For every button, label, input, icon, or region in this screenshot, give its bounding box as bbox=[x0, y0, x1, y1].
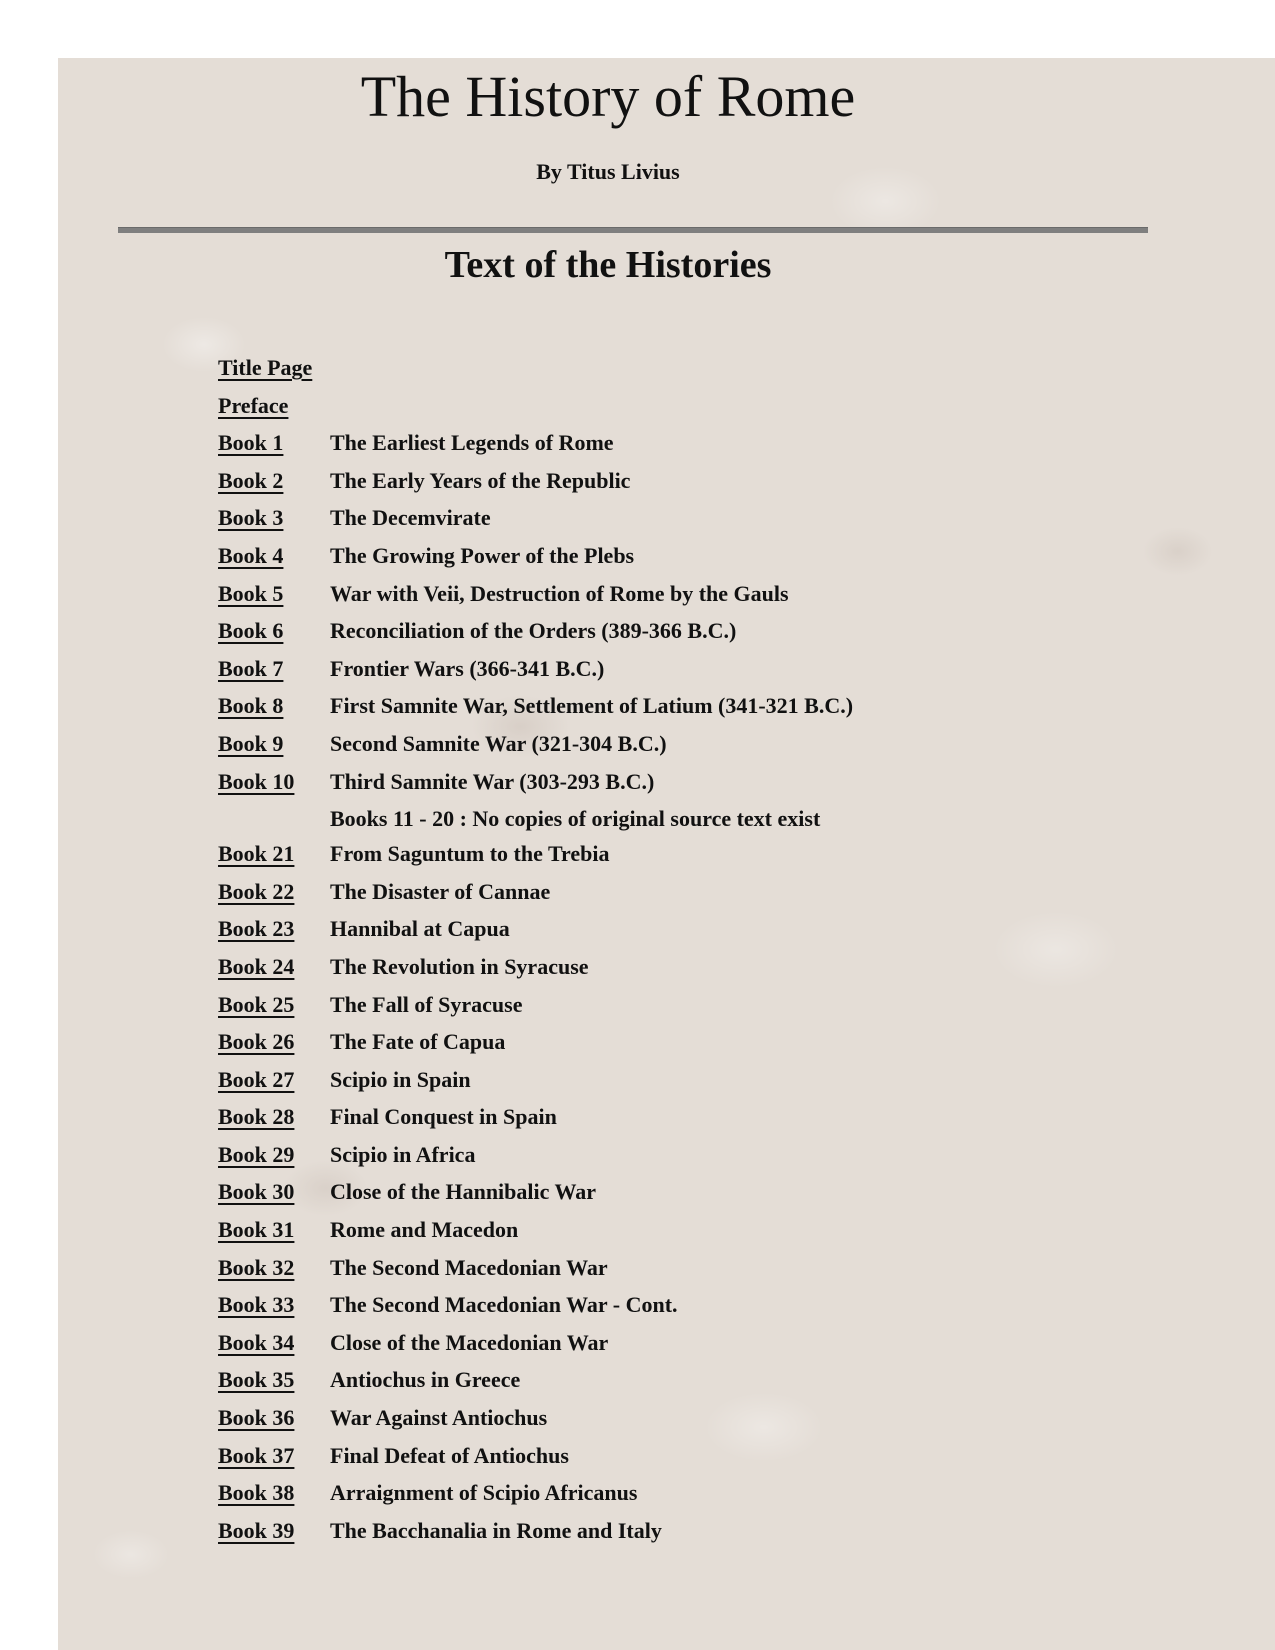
toc-link[interactable]: Book 33 bbox=[218, 1292, 295, 1318]
toc-row bbox=[218, 841, 1118, 879]
toc-row bbox=[218, 1292, 1118, 1330]
toc-row bbox=[218, 1255, 1118, 1293]
toc-row bbox=[218, 916, 1118, 954]
toc-description: The Second Macedonian War bbox=[330, 1254, 608, 1280]
toc-row bbox=[218, 468, 1118, 506]
table-of-contents bbox=[218, 355, 1118, 1555]
toc-description: Final Defeat of Antiochus bbox=[330, 1442, 569, 1468]
toc-link[interactable]: Book 22 bbox=[218, 878, 295, 904]
toc-row bbox=[218, 505, 1118, 543]
toc-row bbox=[218, 581, 1118, 619]
toc-note-text: Books 11 - 20 : No copies of original source text exist bbox=[330, 806, 821, 832]
toc-link[interactable]: Book 27 bbox=[218, 1066, 295, 1092]
toc-row bbox=[218, 1330, 1118, 1368]
toc-link[interactable]: Book 25 bbox=[218, 991, 295, 1017]
toc-link[interactable]: Book 3 bbox=[218, 505, 284, 531]
toc-row bbox=[218, 618, 1118, 656]
toc-row bbox=[218, 355, 1118, 393]
toc-link[interactable]: Book 37 bbox=[218, 1442, 295, 1468]
toc-description: Third Samnite War (303-293 B.C.) bbox=[330, 768, 655, 794]
toc-link[interactable]: Book 38 bbox=[218, 1480, 295, 1506]
toc-description: From Saguntum to the Trebia bbox=[330, 841, 610, 867]
toc-row bbox=[218, 992, 1118, 1030]
page-content bbox=[58, 58, 1275, 1650]
toc-row bbox=[218, 1179, 1118, 1217]
toc-description: War with Veii, Destruction of Rome by the Gauls bbox=[330, 580, 789, 606]
toc-row bbox=[218, 1480, 1118, 1518]
toc-row bbox=[218, 1029, 1118, 1067]
toc-description: Final Conquest in Spain bbox=[330, 1104, 557, 1130]
toc-row bbox=[218, 1367, 1118, 1405]
toc-row bbox=[218, 1142, 1118, 1180]
toc-link[interactable]: Book 9 bbox=[218, 730, 284, 756]
toc-description: First Samnite War, Settlement of Latium (341-321 B.C.) bbox=[330, 693, 854, 719]
toc-row bbox=[218, 1518, 1118, 1556]
toc-link[interactable]: Book 6 bbox=[218, 618, 284, 644]
toc-note-row bbox=[218, 806, 1118, 841]
toc-description: The Fall of Syracuse bbox=[330, 991, 523, 1017]
toc-row bbox=[218, 1217, 1118, 1255]
toc-link[interactable]: Book 2 bbox=[218, 467, 284, 493]
toc-row bbox=[218, 693, 1118, 731]
toc-description: Second Samnite War (321-304 B.C.) bbox=[330, 730, 667, 756]
page-title: The History of Rome bbox=[360, 64, 856, 129]
toc-link[interactable]: Book 28 bbox=[218, 1104, 295, 1130]
toc-row bbox=[218, 1104, 1118, 1142]
toc-description: The Fate of Capua bbox=[330, 1029, 506, 1055]
toc-description: Close of the Macedonian War bbox=[330, 1329, 609, 1355]
toc-description: Scipio in Africa bbox=[330, 1141, 476, 1167]
toc-link[interactable]: Book 36 bbox=[218, 1405, 295, 1431]
toc-row bbox=[218, 1067, 1118, 1105]
toc-link[interactable]: Book 4 bbox=[218, 542, 284, 568]
toc-link[interactable]: Book 34 bbox=[218, 1329, 295, 1355]
toc-description: Antiochus in Greece bbox=[330, 1367, 521, 1393]
toc-row bbox=[218, 430, 1118, 468]
toc-row bbox=[218, 1405, 1118, 1443]
toc-link[interactable]: Book 29 bbox=[218, 1141, 295, 1167]
toc-description: Reconciliation of the Orders (389-366 B.C.) bbox=[330, 618, 737, 644]
section-title: Text of the Histories bbox=[444, 244, 772, 286]
horizontal-rule bbox=[118, 227, 1148, 233]
toc-description: The Second Macedonian War - Cont. bbox=[330, 1292, 678, 1318]
toc-link[interactable]: Book 1 bbox=[218, 430, 284, 456]
toc-link[interactable]: Book 10 bbox=[218, 768, 295, 794]
toc-row bbox=[218, 879, 1118, 917]
toc-link[interactable]: Preface bbox=[218, 392, 289, 418]
toc-link[interactable]: Book 21 bbox=[218, 841, 295, 867]
toc-description: The Decemvirate bbox=[330, 505, 491, 531]
toc-link[interactable]: Book 24 bbox=[218, 953, 295, 979]
toc-link[interactable]: Book 5 bbox=[218, 580, 284, 606]
toc-link[interactable]: Book 31 bbox=[218, 1217, 295, 1243]
toc-description: The Early Years of the Republic bbox=[330, 467, 631, 493]
toc-description: Arraignment of Scipio Africanus bbox=[330, 1480, 638, 1506]
toc-link[interactable]: Title Page bbox=[218, 355, 313, 380]
toc-link[interactable]: Book 39 bbox=[218, 1517, 295, 1543]
toc-description: Scipio in Spain bbox=[330, 1066, 471, 1092]
toc-description: Close of the Hannibalic War bbox=[330, 1179, 597, 1205]
toc-description: Frontier Wars (366-341 B.C.) bbox=[330, 655, 605, 681]
toc-description: War Against Antiochus bbox=[330, 1405, 548, 1431]
toc-link[interactable]: Book 7 bbox=[218, 655, 284, 681]
toc-description: The Disaster of Cannae bbox=[330, 878, 551, 904]
toc-row bbox=[218, 393, 1118, 431]
toc-row bbox=[218, 1443, 1118, 1481]
toc-description: The Earliest Legends of Rome bbox=[330, 430, 614, 456]
toc-description: The Growing Power of the Plebs bbox=[330, 542, 635, 568]
toc-description: The Bacchanalia in Rome and Italy bbox=[330, 1517, 662, 1543]
toc-row bbox=[218, 656, 1118, 694]
toc-description: The Revolution in Syracuse bbox=[330, 953, 589, 979]
toc-link[interactable]: Book 26 bbox=[218, 1029, 295, 1055]
toc-link[interactable]: Book 32 bbox=[218, 1254, 295, 1280]
toc-description: Rome and Macedon bbox=[330, 1217, 519, 1243]
toc-link[interactable]: Book 30 bbox=[218, 1179, 295, 1205]
toc-link[interactable]: Book 23 bbox=[218, 916, 295, 942]
toc-description: Hannibal at Capua bbox=[330, 916, 510, 942]
toc-row bbox=[218, 543, 1118, 581]
toc-row bbox=[218, 731, 1118, 769]
toc-row bbox=[218, 769, 1118, 807]
toc-row bbox=[218, 954, 1118, 992]
author-byline: By Titus Livius bbox=[536, 159, 680, 184]
toc-link[interactable]: Book 8 bbox=[218, 693, 284, 719]
toc-link[interactable]: Book 35 bbox=[218, 1367, 295, 1393]
